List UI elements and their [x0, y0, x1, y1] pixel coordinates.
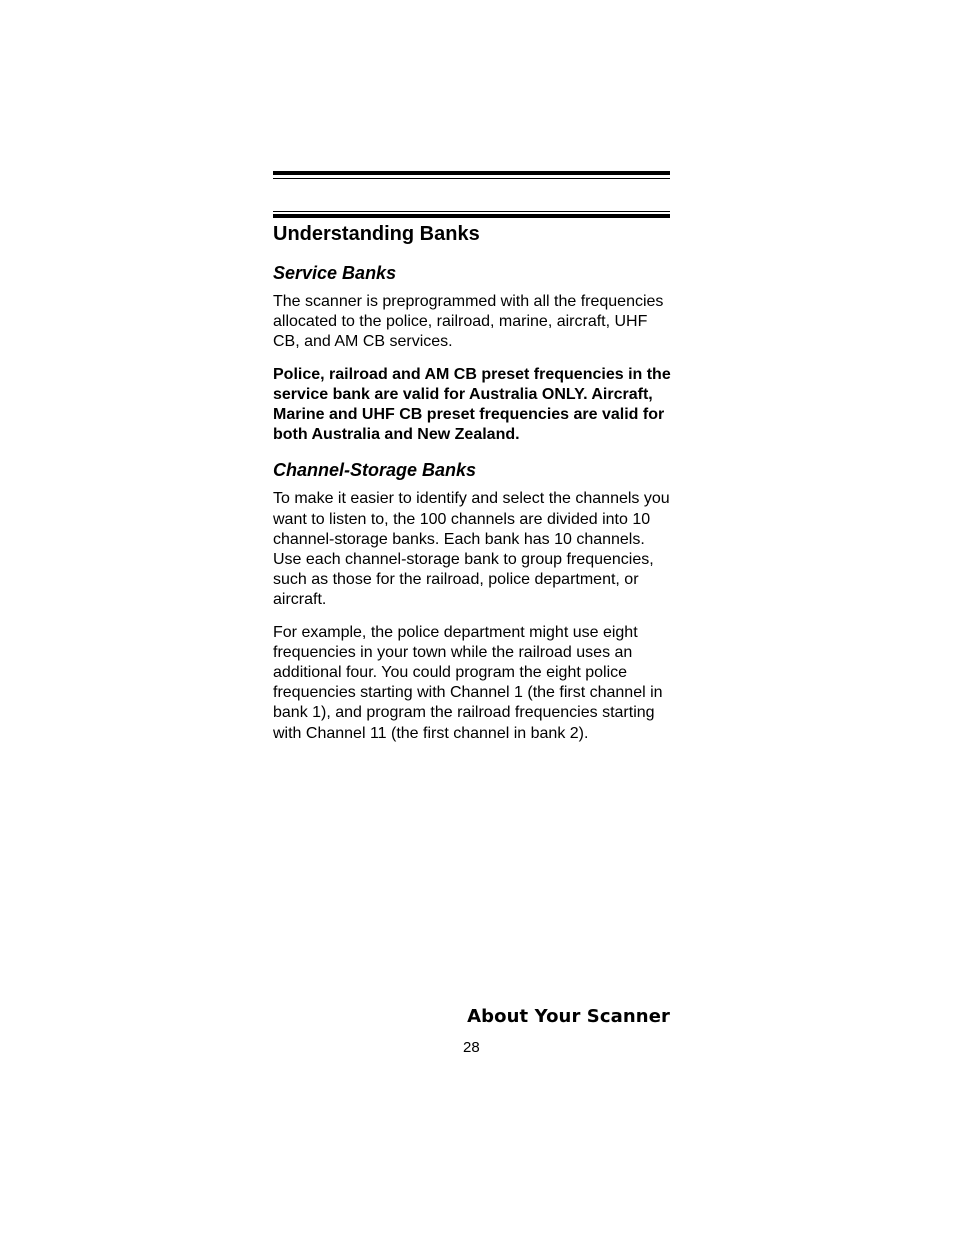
section-title: Understanding Banks [273, 223, 480, 245]
section-rule-thin [273, 211, 670, 212]
top-rule-thick [273, 171, 670, 175]
top-rule-thin [273, 178, 670, 179]
chapter-title: About Your Scanner [467, 1006, 670, 1027]
service-banks-note: Police, railroad and AM CB preset frequencies in the service bank are valid for Australia ONLY. Aircraft, Marine and UHF CB preset frequencies are valid for both Australia and New Zealand. [273, 365, 671, 444]
channel-storage-paragraph-2: For example, the police department might use eight frequencies in your town while the railroad uses an additional four. You could program the eight police frequencies starting with Channel 1 (the first channel in bank 1), and program the railroad frequencies starting with Channel 11 (the first channel in bank 2). [273, 623, 663, 742]
channel-storage-heading: Channel-Storage Banks [273, 460, 477, 481]
page-content [273, 220, 673, 756]
service-banks-paragraph: The scanner is preprogrammed with all the frequencies allocated to the police, railroad, marine, aircraft, UHF CB, and AM CB services. [273, 293, 664, 351]
page-number: 28 [463, 1039, 480, 1056]
section-rule-thick [273, 214, 670, 218]
channel-storage-paragraph-1: To make it easier to identify and select the channels you want to listen to, the 100 channels are divided into 10 channel-storage banks. Each bank has 10 channels. Use each channel-storage bank to group frequencies, such as those for the railroad, police department, or aircraft. [273, 490, 670, 609]
service-banks-heading: Service Banks [273, 263, 397, 283]
